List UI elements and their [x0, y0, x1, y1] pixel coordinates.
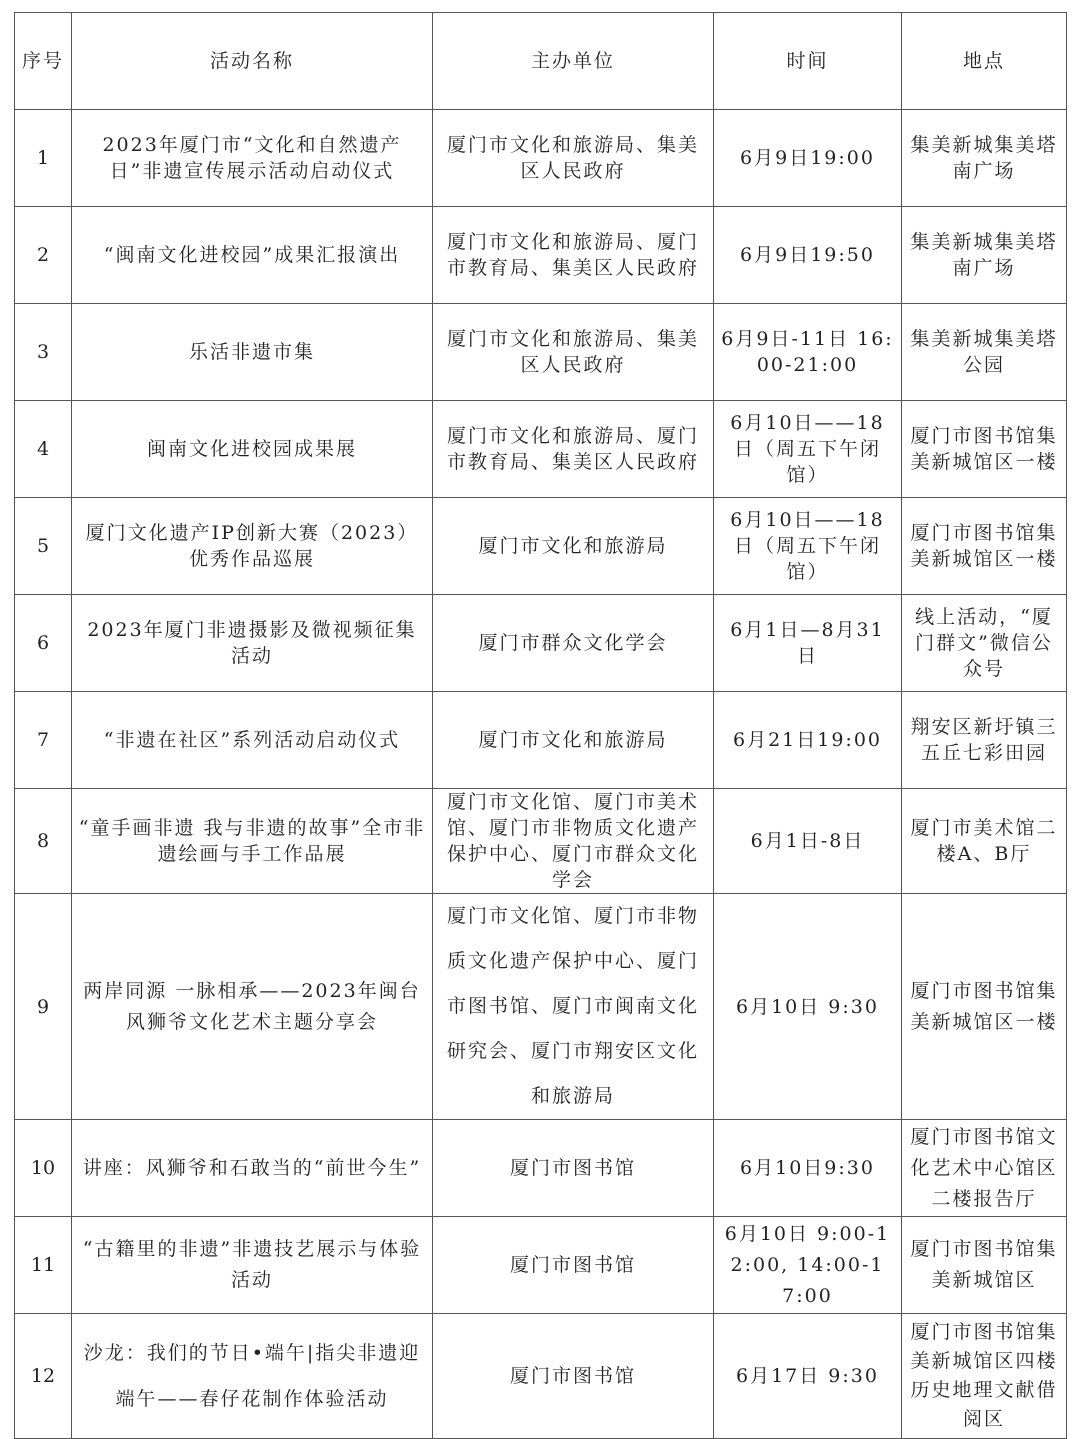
cell-organizer: 厦门市文化和旅游局、厦门市教育局、集美区人民政府 — [433, 207, 714, 304]
table-row — [15, 789, 1067, 894]
cell-index: 1 — [15, 110, 72, 207]
cell-time: 6月10日 9:00-12:00, 14:00-17:00 — [714, 1217, 902, 1314]
header-time: 时间 — [714, 13, 902, 110]
cell-organizer: 厦门市群众文化学会 — [433, 595, 714, 692]
cell-index: 12 — [15, 1314, 72, 1439]
cell-index: 7 — [15, 692, 72, 789]
cell-index: 8 — [15, 789, 72, 894]
activity-table — [14, 12, 1067, 1439]
cell-organizer: 厦门市文化和旅游局、集美区人民政府 — [433, 304, 714, 401]
cell-time: 6月10日——18日（周五下午闭馆） — [714, 498, 902, 595]
cell-place: 厦门市图书馆文化艺术中心馆区二楼报告厅 — [902, 1120, 1067, 1217]
cell-time: 6月10日——18日（周五下午闭馆） — [714, 401, 902, 498]
cell-place: 集美新城集美塔南广场 — [902, 110, 1067, 207]
cell-name: 沙龙：我们的节日•端午|指尖非遗迎端午——春仔花制作体验活动 — [72, 1314, 433, 1439]
table-row — [15, 207, 1067, 304]
cell-place: 翔安区新圩镇三五丘七彩田园 — [902, 692, 1067, 789]
cell-place: 集美新城集美塔南广场 — [902, 207, 1067, 304]
table-row — [15, 1120, 1067, 1217]
table-row — [15, 304, 1067, 401]
cell-name: “非遗在社区”系列活动启动仪式 — [72, 692, 433, 789]
cell-place: 厦门市美术馆二楼A、B厅 — [902, 789, 1067, 894]
cell-place: 厦门市图书馆集美新城馆区 — [902, 1217, 1067, 1314]
cell-time: 6月9日19:50 — [714, 207, 902, 304]
cell-organizer: 厦门市文化馆、厦门市美术馆、厦门市非物质文化遗产保护中心、厦门市群众文化学会 — [433, 789, 714, 894]
cell-index: 9 — [15, 894, 72, 1120]
cell-time: 6月10日9:30 — [714, 1120, 902, 1217]
cell-place: 厦门市图书馆集美新城馆区一楼 — [902, 401, 1067, 498]
cell-organizer: 厦门市图书馆 — [433, 1120, 714, 1217]
cell-index: 11 — [15, 1217, 72, 1314]
cell-time: 6月1日—8月31日 — [714, 595, 902, 692]
table-row — [15, 1217, 1067, 1314]
cell-name: 2023年厦门市“文化和自然遗产日”非遗宣传展示活动启动仪式 — [72, 110, 433, 207]
header-name: 活动名称 — [72, 13, 433, 110]
cell-index: 5 — [15, 498, 72, 595]
cell-place: 厦门市图书馆集美新城馆区一楼 — [902, 498, 1067, 595]
cell-name: 两岸同源 一脉相承——2023年闽台风狮爷文化艺术主题分享会 — [72, 894, 433, 1120]
cell-time: 6月9日19:00 — [714, 110, 902, 207]
cell-time: 6月17日 9:30 — [714, 1314, 902, 1439]
cell-time: 6月10日 9:30 — [714, 894, 902, 1120]
header-place: 地点 — [902, 13, 1067, 110]
cell-place: 线上活动，“厦门群文”微信公众号 — [902, 595, 1067, 692]
cell-name: 2023年厦门非遗摄影及微视频征集活动 — [72, 595, 433, 692]
cell-organizer: 厦门市文化和旅游局 — [433, 498, 714, 595]
cell-name: 厦门文化遗产IP创新大赛（2023）优秀作品巡展 — [72, 498, 433, 595]
cell-time: 6月1日-8日 — [714, 789, 902, 894]
cell-index: 2 — [15, 207, 72, 304]
cell-organizer: 厦门市文化和旅游局、厦门市教育局、集美区人民政府 — [433, 401, 714, 498]
cell-organizer: 厦门市文化和旅游局 — [433, 692, 714, 789]
table-row — [15, 894, 1067, 1120]
cell-organizer: 厦门市图书馆 — [433, 1314, 714, 1439]
cell-index: 10 — [15, 1120, 72, 1217]
cell-name: 讲座：风狮爷和石敢当的“前世今生” — [72, 1120, 433, 1217]
table-row — [15, 498, 1067, 595]
table-row — [15, 1314, 1067, 1439]
cell-organizer: 厦门市文化馆、厦门市非物质文化遗产保护中心、厦门市图书馆、厦门市闽南文化研究会、厦门市翔安区文化和旅游局 — [433, 894, 714, 1120]
cell-place: 厦门市图书馆集美新城馆区四楼历史地理文献借阅区 — [902, 1314, 1067, 1439]
table-row — [15, 401, 1067, 498]
cell-time: 6月21日19:00 — [714, 692, 902, 789]
cell-name: “闽南文化进校园”成果汇报演出 — [72, 207, 433, 304]
table-row — [15, 110, 1067, 207]
cell-index: 4 — [15, 401, 72, 498]
cell-index: 6 — [15, 595, 72, 692]
cell-index: 3 — [15, 304, 72, 401]
cell-place: 厦门市图书馆集美新城馆区一楼 — [902, 894, 1067, 1120]
cell-name: 闽南文化进校园成果展 — [72, 401, 433, 498]
cell-organizer: 厦门市图书馆 — [433, 1217, 714, 1314]
cell-name: “古籍里的非遗”非遗技艺展示与体验活动 — [72, 1217, 433, 1314]
cell-place: 集美新城集美塔公园 — [902, 304, 1067, 401]
cell-name: “童手画非遗 我与非遗的故事”全市非遗绘画与手工作品展 — [72, 789, 433, 894]
header-organizer: 主办单位 — [433, 13, 714, 110]
header-index: 序号 — [15, 13, 72, 110]
cell-organizer: 厦门市文化和旅游局、集美区人民政府 — [433, 110, 714, 207]
table-row — [15, 595, 1067, 692]
table-header-row — [15, 13, 1067, 110]
cell-name: 乐活非遗市集 — [72, 304, 433, 401]
table-row — [15, 692, 1067, 789]
cell-time: 6月9日-11日 16:00-21:00 — [714, 304, 902, 401]
